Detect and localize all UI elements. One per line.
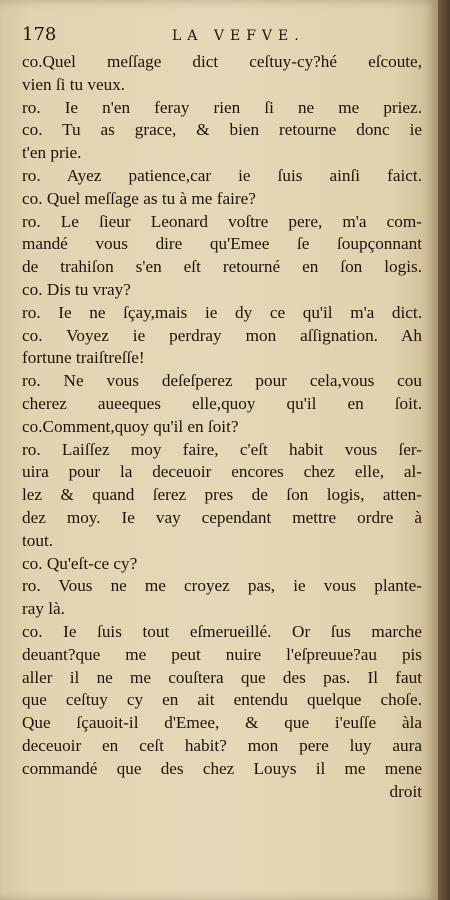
text-line: que ceſtuy cy en ait entendu quelque choſe.: [22, 690, 422, 710]
text-line: uira pour la deceuoir encores chez elle, al-: [22, 462, 422, 482]
text-line: aller il ne me couſtera que des pas. Il faut: [22, 667, 422, 687]
text-line: co. Tu as grace, & bien retourne donc ie: [22, 120, 422, 140]
text-line: tout.: [22, 530, 54, 550]
text-line: Que ſçauoit-il d'Emee, & que i'euſſe àla: [22, 713, 422, 733]
text-line: co.Comment,quoy qu'il en ſoit?: [22, 416, 239, 436]
text-line: t'en prie.: [22, 143, 82, 163]
text-line: droit: [389, 781, 422, 801]
text-line: co.Quel meſſage dict ceſtuy-cy?hé eſcoute,: [22, 52, 422, 71]
text-line: cherez aueeques elle,quoy qu'il en ſoit.: [22, 393, 422, 413]
text-line: ray là.: [22, 599, 65, 619]
running-title: LA VEFVE.: [172, 28, 305, 44]
text-line: fortune traiſtreſſe!: [22, 348, 145, 368]
text-line: deceuoir en ceſt habit? mon pere luy aura: [22, 735, 422, 755]
text-line: ro. Ayez patience,car ie ſuis ainſi faict.: [22, 165, 422, 185]
text-line: vien ſi tu veux.: [22, 74, 126, 94]
text-line: co. Ie ſuis tout eſmerueillé. Or ſus marche: [22, 621, 422, 641]
text-line: co. Quel meſſage as tu à me faire?: [22, 188, 256, 208]
text-line: ro. Laiſſez moy faire, c'eſt habit vous ſer-: [22, 439, 422, 459]
text-line: ro. Le ſieur Leonard voſtre pere, m'a com-: [22, 211, 422, 231]
text-body: [22, 51, 422, 803]
text-line: lez & quand ſerez pres de ſon logis, atten-: [22, 485, 422, 505]
text-line: commandé que des chez Louys il me mene: [22, 758, 422, 778]
text-line: de trahiſon s'en eſt retourné en ſon logis.: [22, 257, 422, 277]
text-line: co. Voyez ie perdray mon aſſignation. Ah: [22, 325, 422, 345]
page-number: 178: [22, 24, 57, 45]
text-line: deuant?que me peut nuire l'eſpreuue?au pis: [22, 644, 422, 664]
text-line: mandé vous dire qu'Emee ſe ſoupçonnant: [22, 234, 422, 254]
page-header: [22, 24, 422, 48]
text-line: co. Dis tu vray?: [22, 279, 131, 299]
text-line: dez moy. Ie vay cependant mettre ordre à: [22, 507, 422, 527]
text-line: ro. Ne vous deſeſperez pour cela,vous cou: [22, 371, 422, 391]
text-line: ro. Ie ne ſçay,mais ie dy ce qu'il m'a dict.: [22, 302, 422, 322]
book-gutter: [438, 0, 450, 900]
text-line: ro. Ie n'en feray rien ſi ne me priez.: [22, 97, 422, 117]
text-line: co. Qu'eſt-ce cy?: [22, 553, 138, 573]
text-line: ro. Vous ne me croyez pas, ie vous plante-: [22, 576, 422, 596]
